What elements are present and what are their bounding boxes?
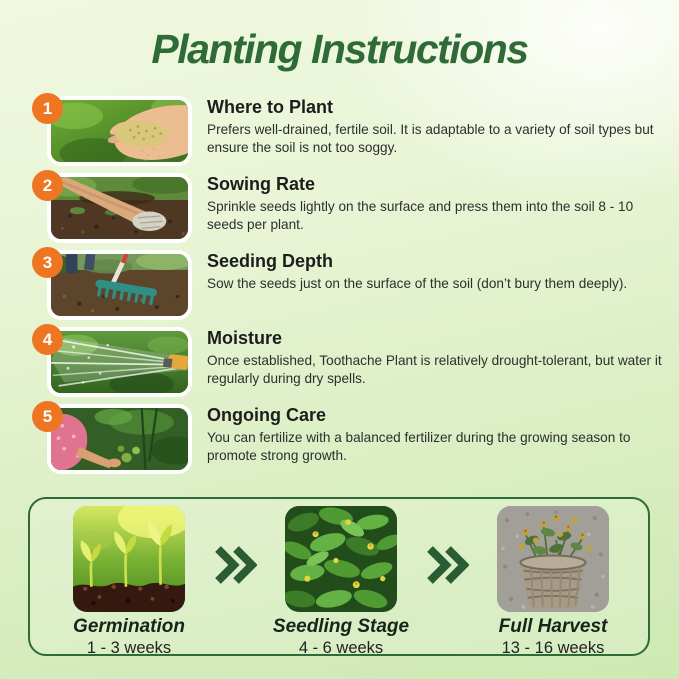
step-number-badge: 4 [32,324,63,355]
step-photo-hand-holding-seeds [47,96,192,166]
step-photo-gloved-hand-on-soil [47,173,192,243]
step-text-block [207,96,669,157]
step-row-seeding-depth [42,250,663,320]
step-description: Sow the seeds just on the surface of the soil (don’t bury them deeply). [207,276,628,291]
stage-photo-sprouts-in-soil [73,506,185,612]
step-row-moisture [42,327,663,397]
step-number-badge: 3 [32,247,63,278]
stage-full-harvest [474,506,632,658]
steps-list [42,96,663,481]
step-description: Sprinkle seeds lightly on the surface and press them into the soil 8 - 10 seeds per plant. [207,199,634,233]
stage-duration: 4 - 6 weeks [298,639,384,657]
growth-timeline-box [28,497,650,656]
step-description: You can fertilize with a balanced fertilizer during the growing season to promote strong growth. [207,430,631,464]
double-chevron-right-icon [213,545,257,590]
stage-germination [50,506,208,658]
stage-label: Full Harvest [498,616,608,637]
stage-label: Seedling Stage [272,616,410,637]
step-heading: Moisture [207,328,283,348]
step-photo-tending-plants [47,404,192,474]
step-heading: Where to Plant [207,97,334,117]
step-heading: Seeding Depth [207,251,334,271]
stage-photo-harvest-basket [497,506,609,612]
step-row-sowing-rate [42,173,663,243]
double-chevron-right-icon [425,545,469,590]
step-description: Once established, Toothache Plant is relatively drought-tolerant, but water it regularly during dry spells. [207,353,662,387]
stage-seedling [262,506,420,658]
page-title: Planting Instructions [151,26,528,72]
step-number-badge: 2 [32,170,63,201]
step-heading: Sowing Rate [207,174,316,194]
stage-label: Germination [73,616,185,637]
step-heading: Ongoing Care [207,405,327,425]
step-number-badge: 5 [32,401,63,432]
step-description: Prefers well-drained, fertile soil. It is adaptable to a variety of soil types but ensure the soil is not too soggy. [207,122,654,156]
step-text-block [207,250,669,293]
step-number-badge: 1 [32,93,63,124]
step-text-block [207,173,669,234]
stage-duration: 13 - 16 weeks [501,639,605,657]
step-row-ongoing-care [42,404,663,474]
step-photo-raking-soil [47,250,192,320]
step-text-block [207,327,669,388]
step-text-block [207,404,669,465]
step-photo-watering-spray [47,327,192,397]
stage-duration: 1 - 3 weeks [86,639,172,657]
step-row-where-to-plant [42,96,663,166]
stage-photo-leafy-seedlings [285,506,397,612]
